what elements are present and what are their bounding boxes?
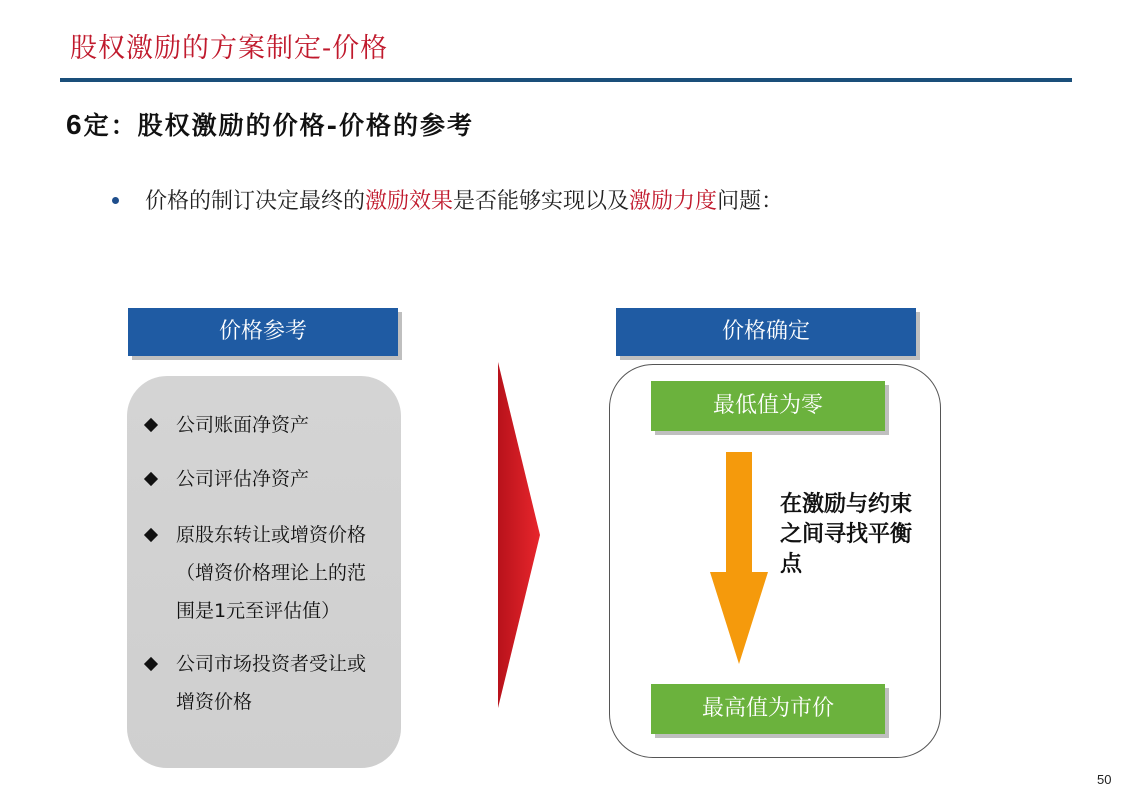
bullet-highlight-1: 激励效果 [365, 189, 454, 214]
section-heading [66, 106, 474, 142]
reference-item [146, 645, 366, 721]
reference-item-text: 公司评估净资产 [176, 468, 310, 490]
title-divider [60, 78, 1072, 82]
price-reference-header: 价格参考 [128, 308, 398, 356]
minimum-value-box: 最低值为零 [651, 381, 885, 431]
bullet-point [112, 184, 783, 215]
reference-item [146, 460, 396, 498]
bullet-text-3: 问题： [717, 189, 784, 214]
section-number: 6 [66, 109, 84, 140]
orange-down-arrow-icon [708, 452, 770, 666]
maximum-value-box: 最高值为市价 [651, 684, 885, 734]
slide-title: 股权激励的方案制定-价格 [70, 33, 389, 64]
reference-item-text: 公司市场投资者受让或增资价格 [176, 653, 367, 713]
price-determination-header: 价格确定 [616, 308, 916, 356]
page-number: 50 [1097, 772, 1112, 787]
bullet-text-2: 是否能够实现以及 [453, 189, 630, 214]
bullet-highlight-2: 激励力度 [629, 189, 718, 214]
section-heading-text: 定：股权激励的价格-价格的参考 [83, 111, 474, 140]
reference-item-text: 原股东转让或增资价格（增资价格理论上的范围是1元至评估值） [176, 524, 367, 622]
bullet-dot-icon [112, 197, 119, 204]
red-chevron-arrow-icon [494, 360, 544, 710]
reference-item-text: 公司账面净资产 [176, 414, 310, 436]
balance-point-text: 在激励与约束之间寻找平衡点 [780, 492, 913, 577]
reference-item [146, 516, 366, 630]
reference-item [146, 406, 396, 444]
bullet-text-1: 价格的制订决定最终的 [145, 189, 366, 214]
